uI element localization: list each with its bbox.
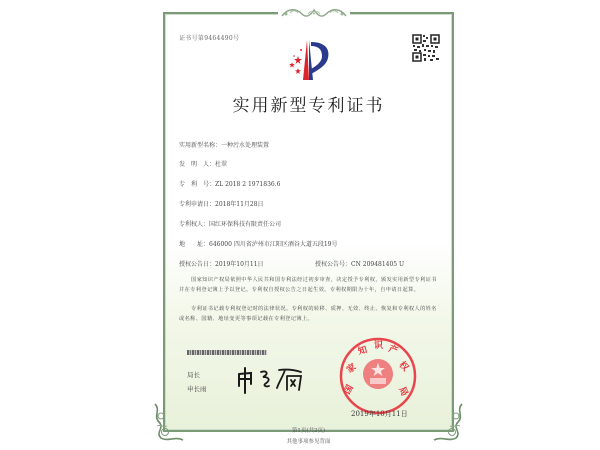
certificate-title: 实用新型专利证书 [232,96,385,116]
seal-date: 2019年10月11日 [351,410,408,418]
patentee-field [179,219,281,228]
patent-number-field [179,179,280,188]
svg-text:局: 局 [396,385,410,398]
grant-number-label: 授权公告号： [315,261,352,268]
filing-date-label: 专利申请日： [179,201,216,208]
grant-number-field [315,259,404,268]
handwritten-signature [233,364,313,394]
cnipa-logo-icon [278,36,338,84]
inventor-label: 发 明 人： [179,161,216,168]
signatory-title: 局长 [187,371,200,379]
corner-ornament-bottom-right [432,402,466,442]
barcode [187,350,267,355]
grant-number-value: CN 209481405 U [351,261,405,268]
address-label: 地 址： [179,241,210,248]
corner-ornament-bottom-left [151,402,185,442]
patent-number-label: 专 利 号： [179,181,216,188]
filing-date-value: 2018年11月28日 [215,201,264,208]
address-value: 646000 四川省泸州市江阳区酒谷大道五段19号 [209,241,338,248]
utility-model-name-value: 一种污水处理装置 [221,142,270,149]
patent-certificate [163,12,454,432]
patent-number-value: ZL 2018 2 1971836.6 [215,181,281,188]
inventor-value: 杜翠 [215,161,228,168]
patentee-value: 国红环保科技有限责任公司 [209,221,282,228]
qr-code[interactable] [412,34,440,62]
page-indicator: 第1页(共2页) [291,428,326,434]
svg-text:国: 国 [342,383,356,397]
grant-date-field [179,259,264,268]
signatory-name: 申长雨 [187,385,207,393]
svg-text:知: 知 [357,345,369,358]
svg-text:家: 家 [345,362,359,376]
svg-text:权: 权 [396,360,411,374]
legal-paragraph-2: 专利证书记载专利权登记时的法律状况。专利权的转移、质押、无效、终止、恢复和专利权人的姓名或名称、国籍、地址变更等事项记载在专利登记簿上。 [179,306,437,322]
address-field [179,239,337,248]
top-ornament [278,4,350,22]
grant-date-value: 2019年10月11日 [215,261,264,268]
svg-text:产: 产 [387,344,400,357]
grant-date-label: 授权公告日： [179,261,216,268]
filing-date-field [179,199,264,208]
patentee-label: 专利权人： [179,221,210,228]
inventor-field [179,159,227,168]
official-seal-icon [338,336,418,416]
footer-note: 其他事项参见背面 [286,439,331,445]
utility-model-name-field [179,140,269,149]
svg-text:识: 识 [374,341,384,351]
legal-paragraph-1: 国家知识产权局依照中华人民共和国专利法经过初步审查，决定授予专利权，颁发实用新型专利证书并在专利登记簿上予以登记。专利权自授权公告之日起生效。专利权期限为十年，自申请日起算。 [179,277,437,293]
ornament-icon [278,4,350,22]
certificate-number: 证书号第9464490号 [179,35,240,42]
utility-model-name-label: 实用新型名称： [179,142,222,149]
